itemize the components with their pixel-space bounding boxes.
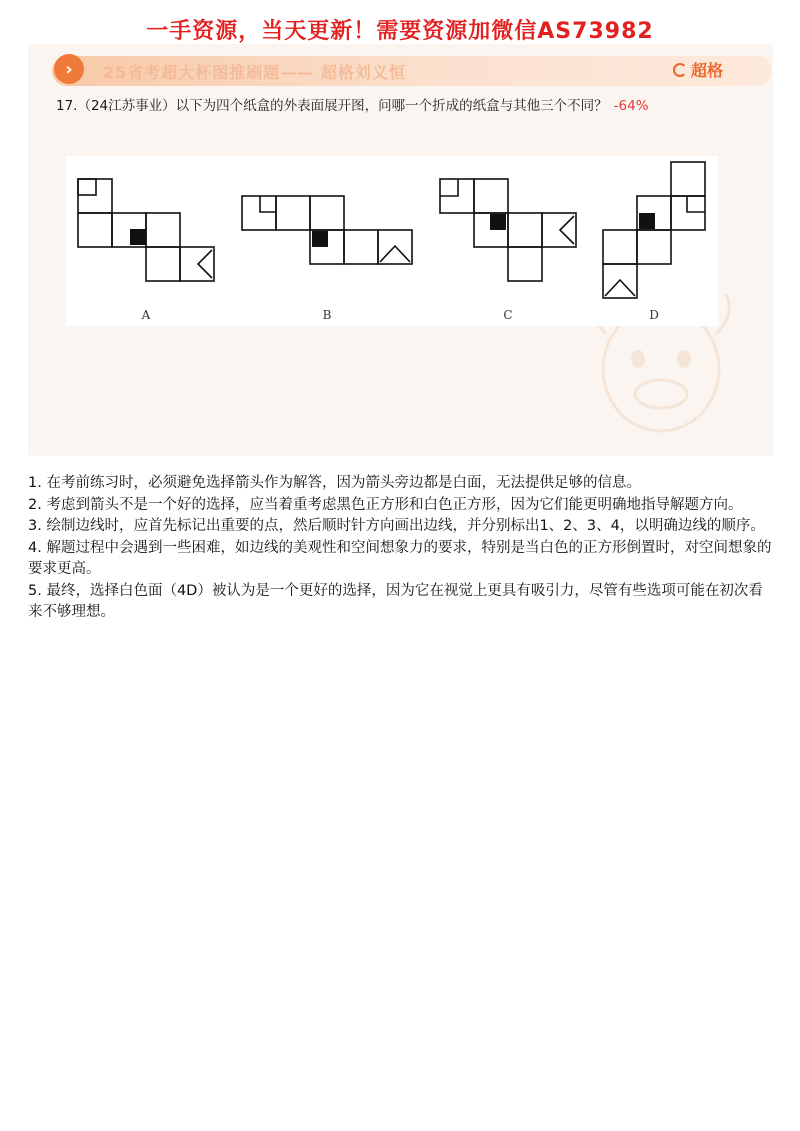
unfolded-box-nets [66,156,718,326]
question-text [56,94,649,114]
question-stem: 17.（24江苏事业）以下为四个纸盒的外表面展开图，问哪一个折成的纸盒与其他三个不同？ [56,98,608,114]
option-label-d: D [649,308,659,322]
net-b [242,196,412,264]
explanation-item: 1. 在考前练习时，必须避免选择箭头作为解答，因为箭头旁边都是白面，无法提供足够的信息。 [28,475,641,491]
option-label-c: C [503,308,513,322]
option-label-b: B [322,308,332,322]
figure-panel [66,156,718,326]
promo-banner: 一手资源，当天更新！需要资源加微信AS73982 [146,19,654,44]
brand-g-icon [673,63,687,77]
question-screenshot [28,44,773,456]
net-d [603,162,705,298]
option-label-a: A [141,308,151,322]
brand-name: 超格 [690,61,723,80]
explanation-list [28,473,772,624]
net-a [78,179,214,281]
explanation-item: 5. 最终，选择白色面（4D）被认为是一个更好的选择，因为它在视觉上更具有吸引力，尽管有些选项可能在初次看来不够理想。 [28,582,763,620]
explanation-item: 3. 绘制边线时，应首先标记出重要的点，然后顺时针方向画出边线，并分别标出1、2、3、4，以明确边线的顺序。 [28,518,765,534]
error-rate: -64% [613,98,649,114]
net-c [440,179,576,281]
brand-logo [673,58,723,81]
explanation-item: 2. 考虑到箭头不是一个好的选择，应当着重考虑黑色正方形和白色正方形，因为它们能更明确地指导解题方向。 [28,496,743,513]
explanation-item: 4. 解题过程中会遇到一些困难，如边线的美观性和空间想象力的要求，特别是当白色的正方形倒置时，对空间想象的要求更高。 [28,539,772,577]
chevron-right-icon: › [54,54,84,84]
header-title: 25省考超大杯图推刷题—— 超格刘义恒 [103,63,406,82]
